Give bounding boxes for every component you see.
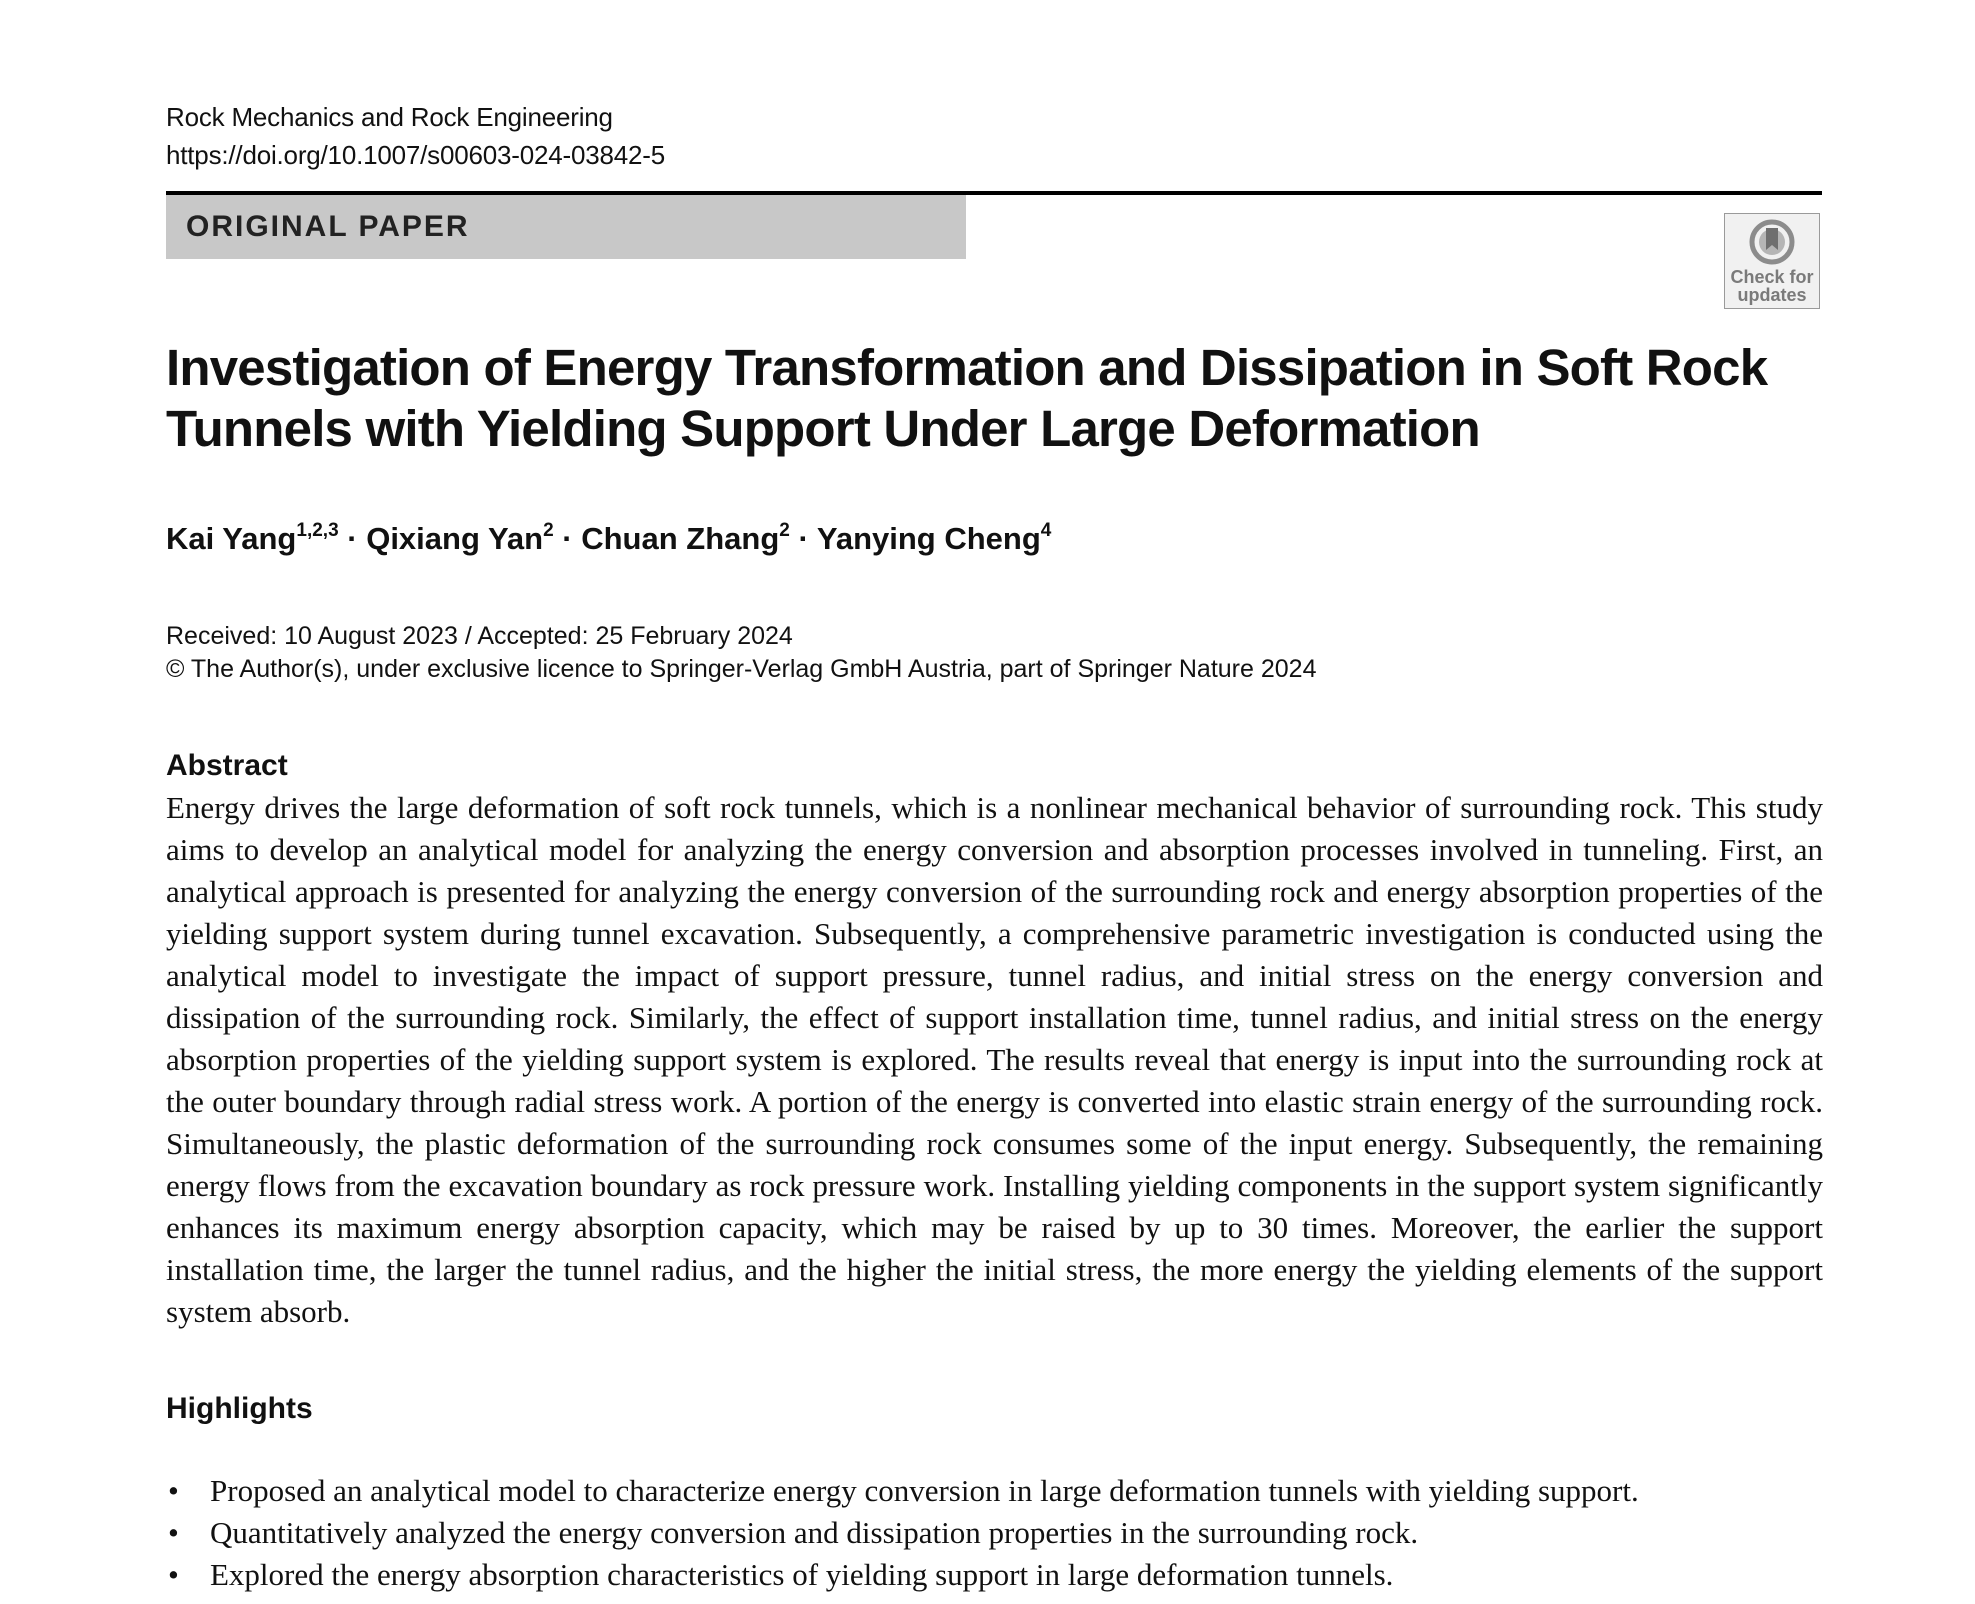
author-name[interactable]: Yanying Cheng [816, 521, 1041, 556]
author-affiliation: 2 [779, 520, 790, 541]
list-item [166, 1470, 1816, 1512]
copyright-notice: © The Author(s), under exclusive licence to Springer-Verlag GmbH Austria, part of Springer Nature 2024 [166, 655, 1317, 683]
author-affiliation: 4 [1040, 520, 1052, 541]
bookmark-update-icon [1748, 218, 1796, 266]
highlight-text: Explored the energy absorption characteristics of yielding support in large deformation tunnels. [210, 1557, 1394, 1592]
doi-link[interactable]: https://doi.org/10.1007/s00603-024-03842-5 [166, 140, 665, 170]
author-separator: · [553, 521, 582, 556]
author-affiliation: 2 [543, 520, 554, 541]
highlights-list [166, 1470, 1816, 1596]
bullet: • [168, 1473, 179, 1508]
abstract-text: Energy drives the large deformation of soft rock tunnels, which is a nonlinear mechanical behavior of surrounding rock. This study aims to develop an analytical model for analyzing the energy conversion and absorption processes involved in tunneling. First, an analytical approach is presented for analyzing the energy conversion of the surrounding rock and energy absorption properties of the yielding support system during tunnel excavation. Subsequently, a comprehensive parametric investigation is conducted using the analytical model to investigate the impact of support pressure, tunnel radius, and initial stress on the energy conversion and dissipation of the surrounding rock. Similarly, the effect of support installation time, tunnel radius, and initial stress on the energy absorption properties of the yielding support system is explored. The results reveal that energy is input into the surrounding rock at the outer boundary through radial stress work. A portion of the energy is converted into elastic strain energy of the surrounding rock. Simultaneously, the plastic deformation of the surrounding rock consumes some of the input energy. Subsequently, the remaining energy flows from the excavation boundary as rock pressure work. Installing yielding components in the support system significantly enhances its maximum energy absorption capacity, which may be raised by up to 30 times. Moreover, the earlier the support installation time, the larger the tunnel radius, and the higher the initial stress, the more energy the yielding elements of the support system absorb. [166, 790, 1823, 1329]
journal-name: Rock Mechanics and Rock Engineering [166, 102, 613, 132]
check-for-updates-label: Check for updates [1730, 267, 1814, 305]
check-for-updates-badge[interactable] [1724, 213, 1820, 309]
bullet: • [168, 1557, 179, 1592]
author-name[interactable]: Qixiang Yan [366, 521, 544, 556]
author-name[interactable]: Chuan Zhang [581, 521, 780, 556]
highlight-text: Quantitatively analyzed the energy conversion and dissipation properties in the surrounding rock. [210, 1515, 1419, 1550]
article-type-label: ORIGINAL PAPER [186, 210, 470, 243]
highlights-heading: Highlights [166, 1392, 313, 1425]
article-type-band [166, 195, 966, 259]
paper-title: Investigation of Energy Transformation and Dissipation in Soft Rock Tunnels with Yielding Support Under Large Deformation [166, 339, 1768, 457]
list-item [166, 1554, 1816, 1596]
author-list [166, 519, 1051, 559]
author-separator: · [338, 521, 367, 556]
author-separator: · [789, 521, 817, 556]
list-item [166, 1512, 1816, 1554]
author-affiliation: 1,2,3 [296, 520, 339, 541]
bullet: • [168, 1515, 179, 1550]
received-accepted-dates: Received: 10 August 2023 / Accepted: 25 February 2024 [166, 622, 793, 650]
highlight-text: Proposed an analytical model to characterize energy conversion in large deformation tunnels with yielding support. [210, 1473, 1639, 1508]
author-name[interactable]: Kai Yang [166, 521, 297, 556]
abstract-heading: Abstract [166, 749, 288, 782]
